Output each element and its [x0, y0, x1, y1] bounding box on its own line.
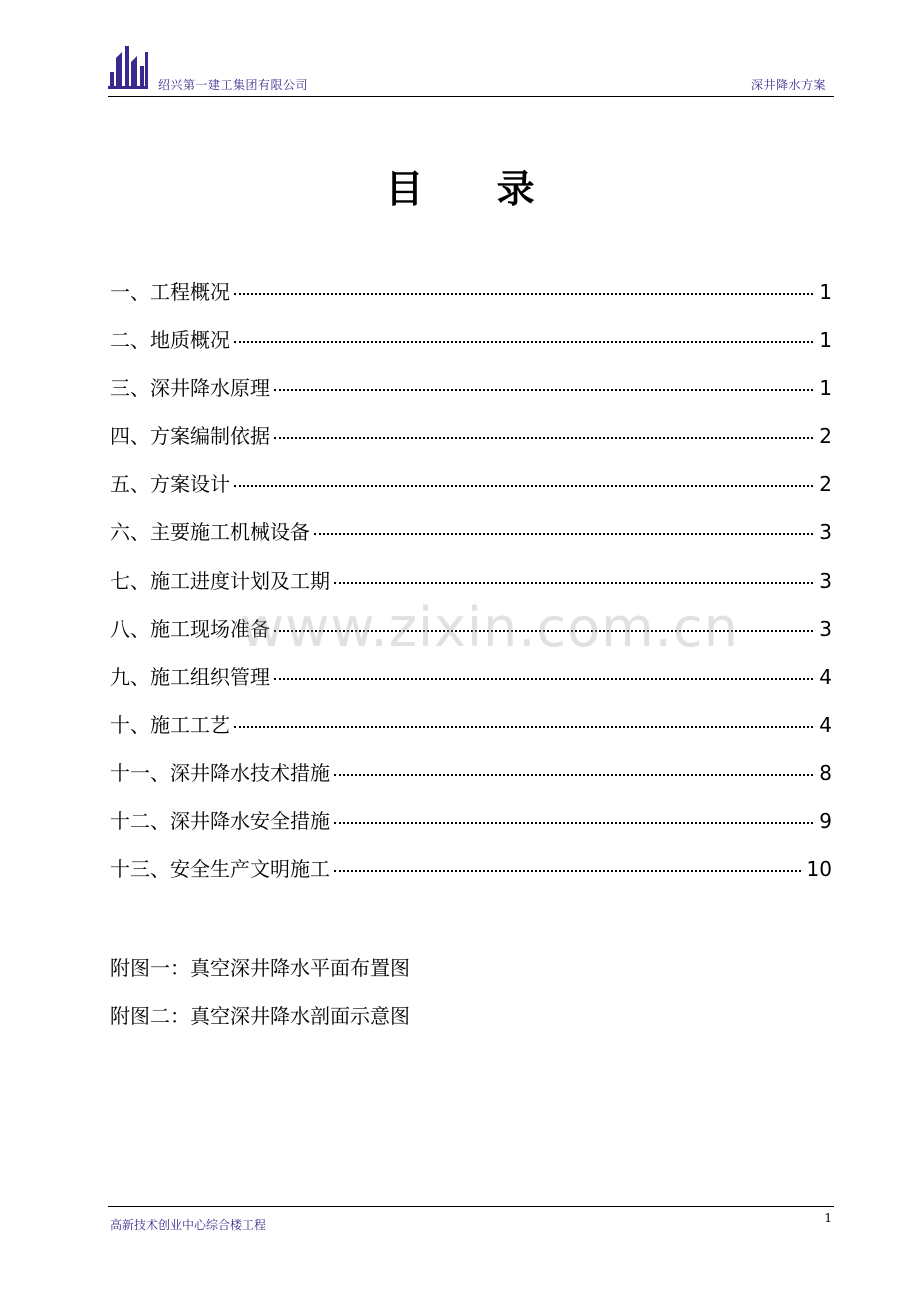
toc-entry-page: 2 — [819, 472, 832, 497]
toc-entry[interactable] — [110, 703, 832, 751]
toc-entry-label: 六、主要施工机械设备 — [110, 520, 310, 545]
toc-dot-leader — [334, 821, 813, 824]
toc-entry-label: 十、施工工艺 — [110, 712, 230, 737]
company-logo-icon — [108, 42, 152, 90]
page-header — [108, 40, 834, 97]
toc-entry-label: 十二、深井降水安全措施 — [110, 809, 330, 834]
toc-entry[interactable] — [110, 607, 832, 655]
page-title: 目 录 — [385, 167, 565, 211]
toc-entry[interactable] — [110, 270, 832, 318]
toc-entry[interactable] — [110, 847, 832, 895]
watermark: www.zixin.com.cn — [240, 596, 739, 659]
toc-dot-leader — [274, 436, 813, 439]
page-footer — [108, 1206, 834, 1232]
toc-entry[interactable] — [110, 318, 832, 366]
table-of-contents — [110, 270, 832, 895]
toc-entry[interactable] — [110, 414, 832, 462]
toc-dot-leader — [234, 484, 813, 487]
toc-entry-page: 3 — [819, 568, 832, 593]
toc-entry[interactable] — [110, 799, 832, 847]
page-number: 1 — [824, 1211, 832, 1225]
toc-entry-page: 2 — [819, 424, 832, 449]
document-name: 深井降水方案 — [750, 78, 826, 92]
toc-dot-leader — [234, 340, 813, 343]
toc-entry[interactable] — [110, 510, 832, 558]
toc-entry-page: 9 — [819, 809, 832, 834]
toc-entry-page: 1 — [819, 328, 832, 353]
project-name: 高新技术创业中心综合楼工程 — [110, 1218, 267, 1232]
toc-entry-label: 七、施工进度计划及工期 — [110, 568, 330, 593]
toc-entry[interactable] — [110, 462, 832, 510]
toc-dot-leader — [274, 677, 813, 680]
toc-dot-leader — [334, 581, 813, 584]
toc-entry[interactable] — [110, 751, 832, 799]
toc-entry-page: 3 — [819, 520, 832, 545]
toc-entry-page: 4 — [819, 664, 832, 689]
toc-dot-leader — [234, 292, 813, 295]
appendix-figure-1: 附图一：真空深井降水平面布置图 — [110, 956, 410, 980]
toc-entry-page: 8 — [819, 760, 832, 785]
toc-entry-label: 十三、安全生产文明施工 — [110, 857, 330, 882]
toc-entry[interactable] — [110, 655, 832, 703]
toc-dot-leader — [234, 725, 813, 728]
toc-entry-label: 九、施工组织管理 — [110, 664, 270, 689]
toc-dot-leader — [334, 869, 801, 872]
toc-dot-leader — [334, 773, 813, 776]
toc-entry-label: 四、方案编制依据 — [110, 424, 270, 449]
toc-entry-page: 10 — [806, 857, 832, 882]
toc-entry-label: 五、方案设计 — [110, 472, 230, 497]
toc-entry-label: 八、施工现场准备 — [110, 616, 270, 641]
toc-entry-page: 4 — [819, 712, 832, 737]
toc-entry[interactable] — [110, 559, 832, 607]
toc-entry-page: 1 — [819, 280, 832, 304]
toc-entry-label: 二、地质概况 — [110, 328, 230, 353]
toc-dot-leader — [314, 532, 813, 535]
appendix-figure-2: 附图二：真空深井降水剖面示意图 — [110, 1004, 410, 1028]
company-name: 绍兴第一建工集团有限公司 — [158, 78, 309, 92]
toc-entry-label: 三、深井降水原理 — [110, 376, 270, 401]
toc-entry-page: 1 — [819, 376, 832, 401]
toc-dot-leader — [274, 629, 813, 632]
toc-entry-label: 一、工程概况 — [110, 280, 230, 304]
toc-entry-page: 3 — [819, 616, 832, 641]
toc-dot-leader — [274, 388, 813, 391]
toc-entry[interactable] — [110, 366, 832, 414]
toc-entry-label: 十一、深井降水技术措施 — [110, 760, 330, 785]
